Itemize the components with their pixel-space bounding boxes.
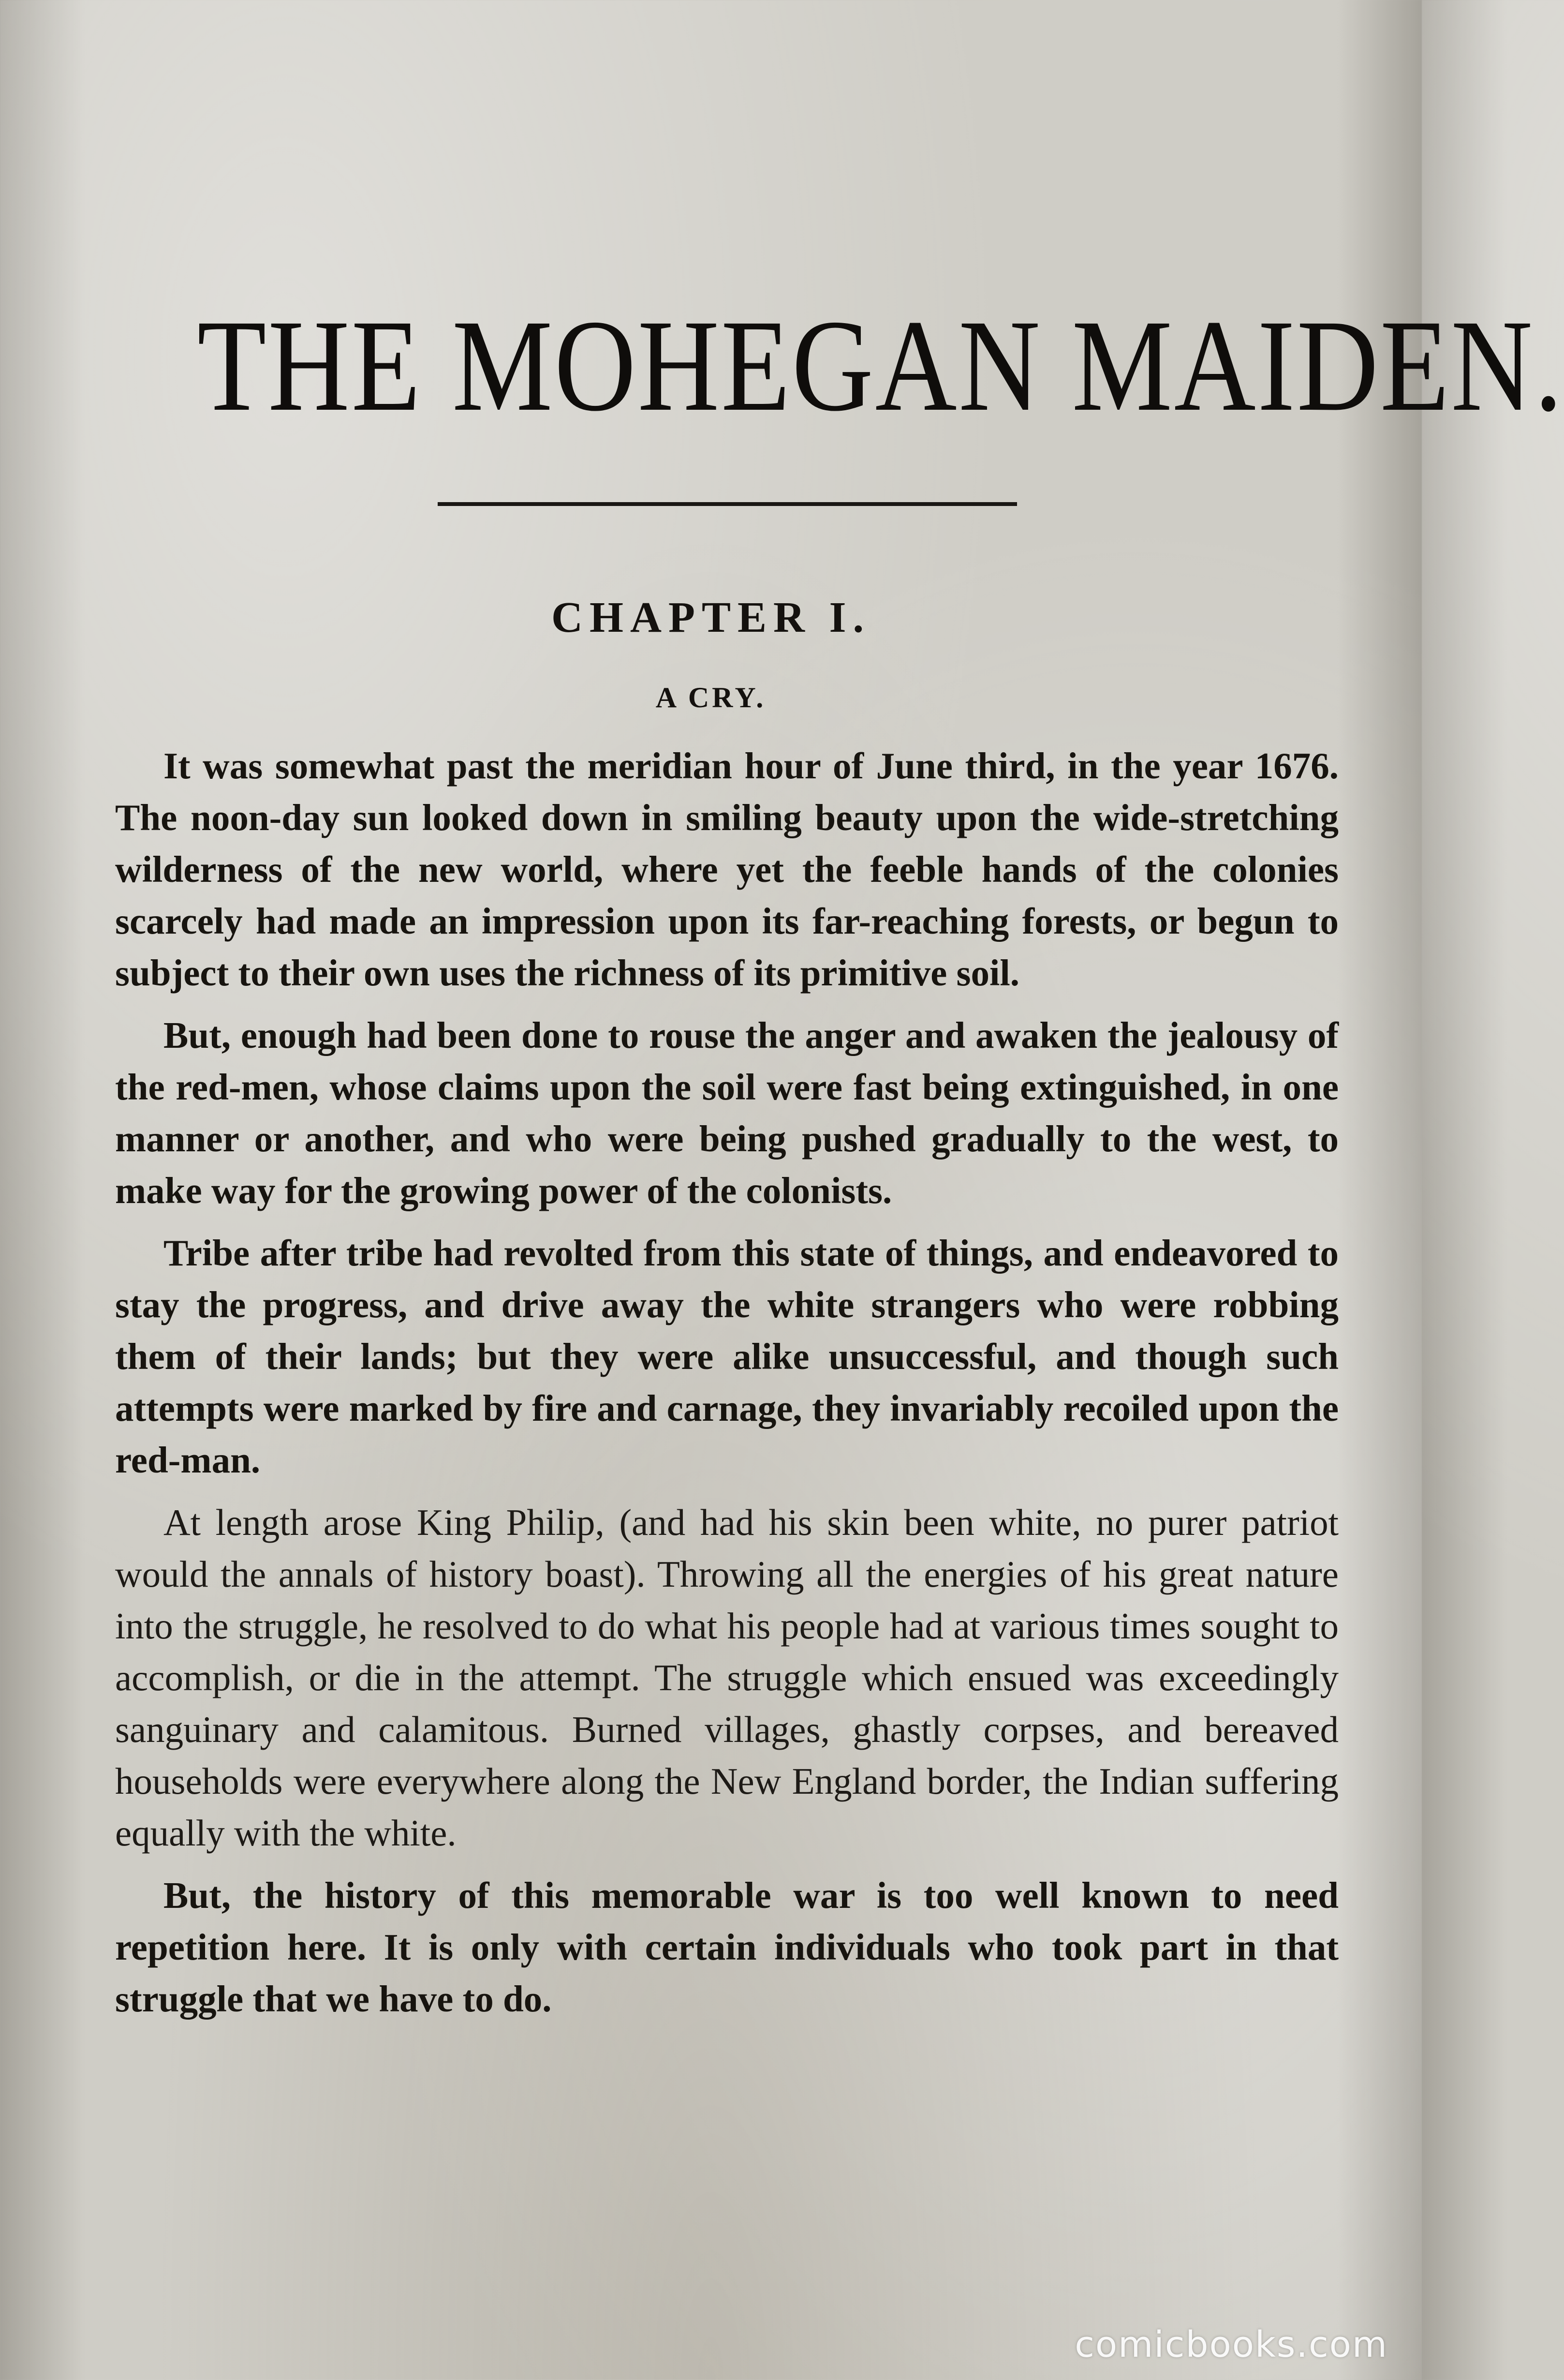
paragraph: Tribe after tribe had revolted from this state of things, and endeavored to stay the progress, and drive away the white strangers who were robbing them of their lands; but they were alike unsuccessful, and though such attempts were marked by fire and carnage, they invariably recoiled upon the red-man. [115,1232,1339,1481]
paragraph: It was somewhat past the meridian hour of June third, in the year 1676. The noon-day sun looked down in smiling beauty upon the wide-stretching wilderness of the new world, where yet the feeble hands of the colonies scarcely had made an impression upon its far-reaching forests, or begun to subject to their own uses the richness of its primitive soil. [115,745,1339,994]
body-text [115,740,1339,2036]
paragraph: At length arose King Philip, (and had his skin been white, no purer patriot would the annals of history boast). Throwing all the energies of his great nature into the struggle, he resolved to do what his people had at various times sought to accomplish, or die in the attempt. The struggle which ensued was exceedingly sanguinary and calamitous. Burned villages, ghastly corpses, and bereaved households were everywhere along the New England border, the Indian suffering equally with the white. [115,1502,1339,1854]
watermark: comicbooks.com [1075,2324,1388,2365]
paragraph: But, enough had been done to rouse the anger and awaken the jealousy of the red-men, whose claims upon the soil were fast being extinguished, in one manner or another, and who were being pushed gradually to the west, to make way for the growing power of the colonists. [115,1014,1339,1211]
title-divider [438,502,1017,506]
chapter-heading: CHAPTER I. [551,594,871,641]
paragraph: But, the history of this memorable war is too well known to need repetition here. It is only with certain individuals who took part in that struggle that we have to do. [115,1874,1339,2020]
book-title: THE MOHEGAN MAIDEN. [197,293,1564,438]
chapter-subtitle: A CRY. [655,682,767,714]
